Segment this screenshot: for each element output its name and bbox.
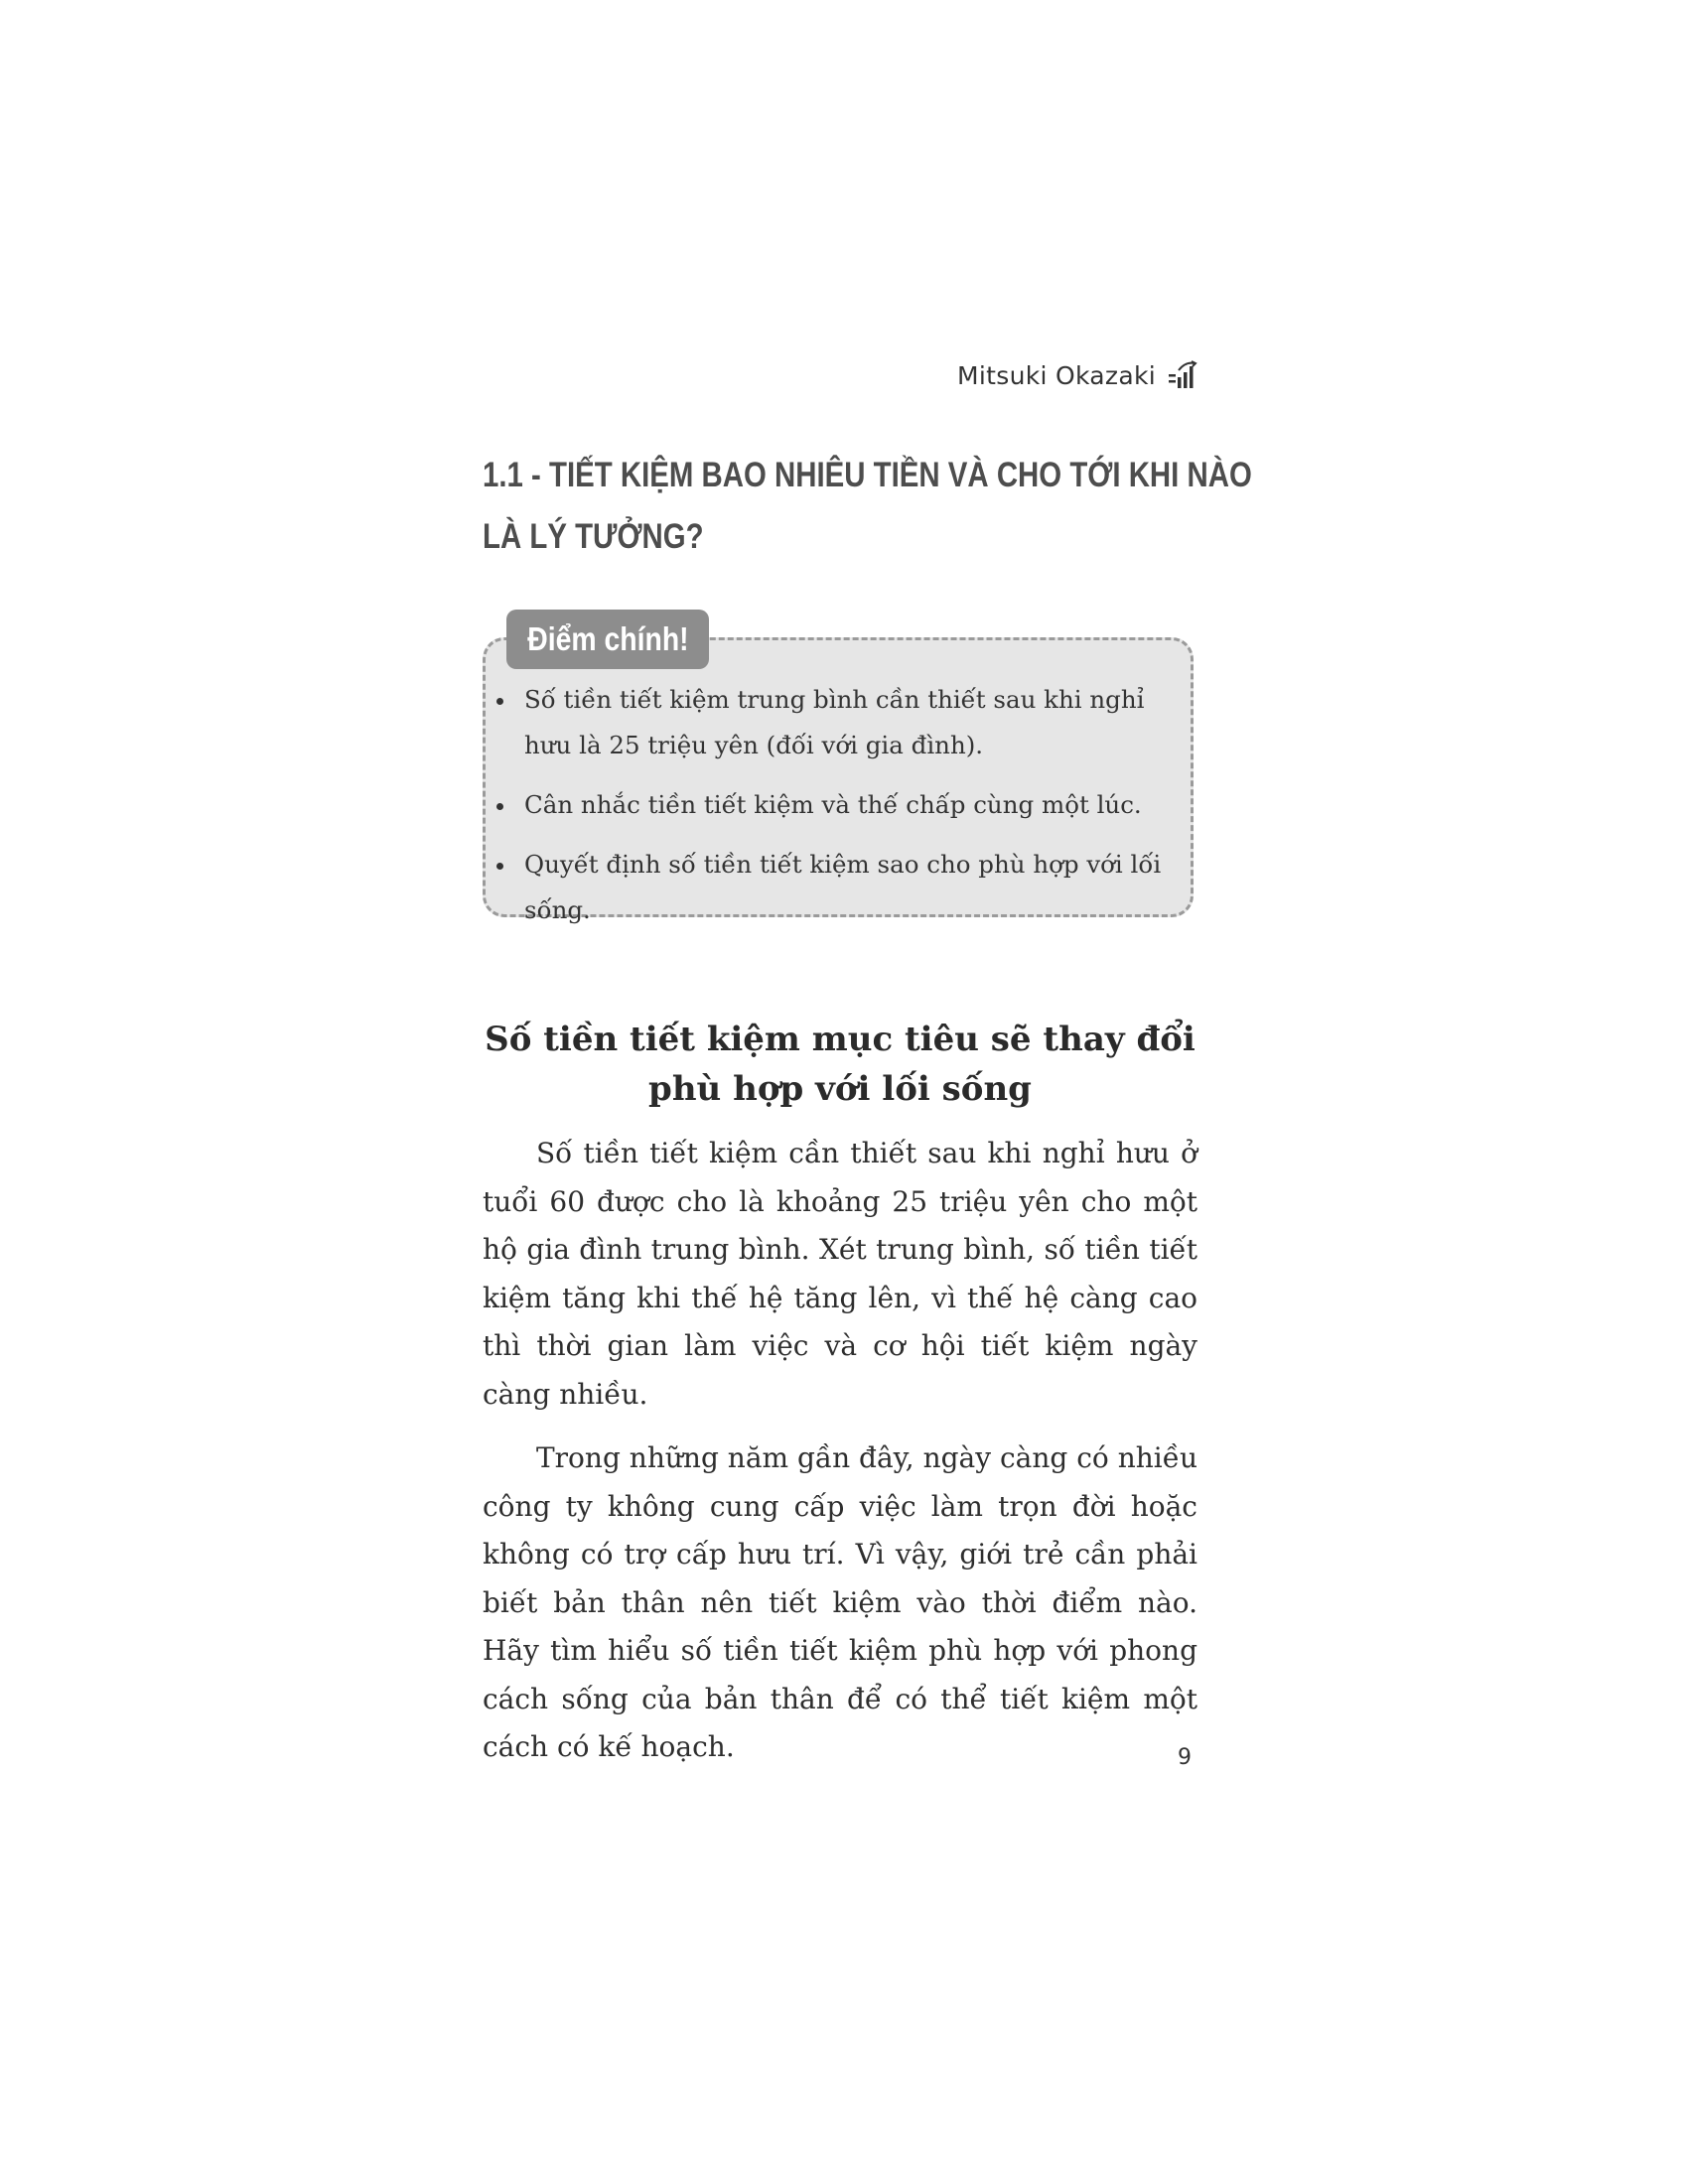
author-name: Mitsuki Okazaki xyxy=(957,360,1156,390)
section-title-line-1: 1.1 - TIẾT KIỆM BAO NHIÊU TIỀN VÀ CHO TỚI KHI NÀO xyxy=(483,456,1252,494)
running-header xyxy=(483,355,1197,395)
bar-chart-icon xyxy=(1168,360,1197,390)
key-points-label-tab xyxy=(506,610,709,669)
key-points-label: Điểm chính! xyxy=(526,620,689,657)
body-text xyxy=(483,1130,1197,1788)
key-point-item: Quyết định số tiền tiết kiệm sao cho phù hợp với lối sống. xyxy=(492,842,1188,933)
paragraph: Số tiền tiết kiệm cần thiết sau khi nghỉ hưu ở tuổi 60 được cho là khoảng 25 triệu yên cho một hộ gia đình trung bình. Xét trung bình, số tiền tiết kiệm tăng khi thế hệ tăng lên, vì thế hệ càng cao thì thời gian làm việc và cơ hội tiết kiệm ngày càng nhiều. xyxy=(483,1137,1197,1411)
sub-heading xyxy=(483,1015,1197,1114)
key-points-list xyxy=(492,677,1188,947)
sub-heading-line-1: Số tiền tiết kiệm mục tiêu sẽ thay đổi xyxy=(485,1020,1196,1059)
key-point-item: Số tiền tiết kiệm trung bình cần thiết sau khi nghỉ hưu là 25 triệu yên (đối với gia đình). xyxy=(492,677,1188,768)
section-title xyxy=(483,445,1252,568)
section-title-line-2: LÀ LÝ TƯỞNG? xyxy=(483,517,704,556)
key-point-item: Cân nhắc tiền tiết kiệm và thế chấp cùng một lúc. xyxy=(492,782,1188,828)
paragraph: Trong những năm gần đây, ngày càng có nhiều công ty không cung cấp việc làm trọn đời hoặc không có trợ cấp hưu trí. Vì vậy, giới trẻ cần phải biết bản thân nên tiết kiệm vào thời điểm nào. Hãy tìm hiểu số tiền tiết kiệm phù hợp với phong cách sống của bản thân để có thể tiết kiệm một cách có kế hoạch. xyxy=(483,1441,1197,1763)
sub-heading-line-2: phù hợp với lối sống xyxy=(648,1069,1032,1109)
page-number: 9 xyxy=(1178,1745,1192,1770)
